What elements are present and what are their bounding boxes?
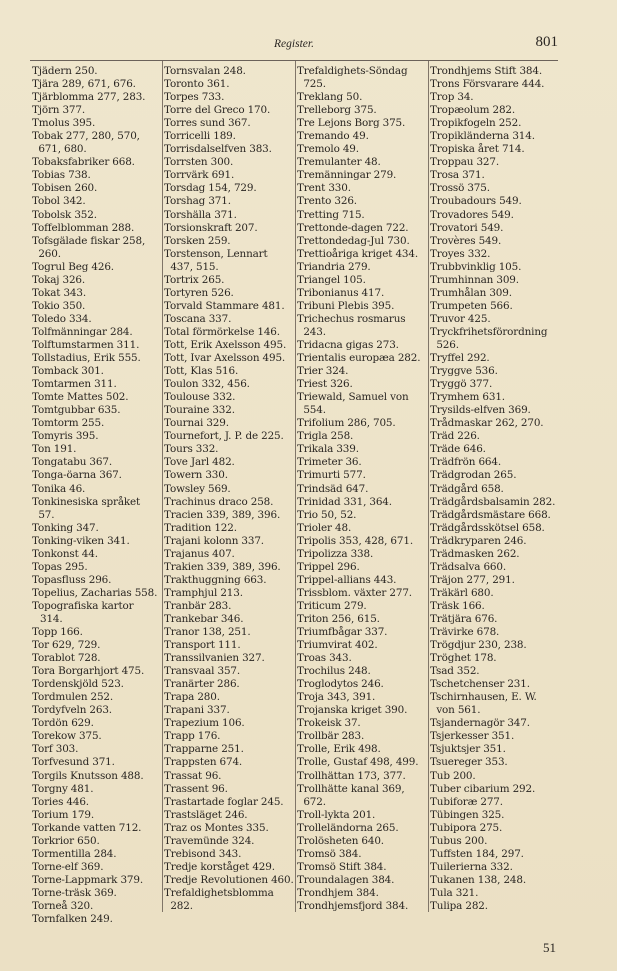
index-entry: Topasfluss 296. (32, 573, 112, 586)
index-entry: Tremando 49. (297, 130, 369, 143)
index-entry: Trettioåriga kriget 434. (297, 247, 419, 260)
index-entry: Trollbär 283. (297, 730, 365, 743)
index-entry: Trädgrodan 265. (430, 469, 517, 482)
index-entry: Trådmaskar 262, 270. (430, 417, 544, 430)
index-entry: Torne-träsk 369. (32, 886, 117, 899)
index-entry: 725. (297, 78, 326, 91)
index-entry: Tott, Ivar Axelsson 495. (164, 352, 286, 365)
index-entry: Tjära 289, 671, 676. (32, 78, 136, 91)
index-entry: Tomback 301. (32, 365, 104, 378)
index-entry: Trädkryparen 246. (430, 534, 527, 547)
index-entry: Toronto 361. (164, 78, 230, 91)
index-entry: Tordyfveln 263. (32, 704, 112, 717)
index-column-4 (428, 61, 558, 912)
index-entry: Trastartade foglar 245. (164, 795, 284, 808)
index-entry: Tryggve 536. (430, 365, 498, 378)
index-entry: Trefaldighets-Söndag (297, 65, 408, 77)
index-entry: Tuber cibarium 292. (430, 782, 536, 795)
index-entry: Tora Borgarhjort 475. (32, 665, 145, 678)
index-entry: Trollhätte kanal 369, (297, 782, 405, 795)
index-entry: Tove Jarl 482. (164, 456, 235, 469)
index-entry: Trons Försvarare 444. (430, 78, 545, 91)
index-entry: Tongatabu 367. (32, 456, 112, 469)
index-entry: 260. (32, 247, 61, 260)
index-entry: Trädgårdsbalsamin 282. (430, 495, 556, 508)
index-entry: Transvaal 357. (164, 665, 241, 678)
index-entry: Tonkonst 44. (32, 547, 98, 560)
index-entry: Torstenson, Lennart (164, 247, 268, 260)
index-entry: Torkande vatten 712. (32, 821, 142, 834)
index-entry: Transsilvanien 327. (164, 652, 265, 665)
index-entry: Trapparne 251. (164, 743, 244, 756)
index-entry: Torne-elf 369. (32, 860, 104, 873)
index-entry: Trassat 96. (164, 769, 222, 782)
index-entry: Tranor 138, 251. (164, 626, 251, 639)
index-entry: Torshag 371. (164, 195, 231, 208)
index-entry: Tonking-viken 341. (32, 534, 130, 547)
index-entry: Tripolizza 338. (297, 547, 374, 560)
index-entry: Trissblom. växter 277. (297, 586, 412, 599)
index-entry: Trädgårdsmästare 668. (430, 508, 551, 521)
index-entry: Tjädern 250. (32, 65, 98, 77)
index-entry: Torkrior 650. (32, 834, 100, 847)
index-entry: Trapani 337. (164, 704, 230, 717)
index-entry: Tretting 715. (297, 208, 365, 221)
index-entry: Troyes 332. (430, 247, 491, 260)
index-entry: Trinidad 331, 364. (297, 495, 392, 508)
index-entry: Torne-Lappmark 379. (32, 873, 143, 886)
index-entry: Tuilerierna 332. (430, 860, 513, 873)
index-entry: Truvor 425. (430, 312, 491, 325)
index-entry: Tranärter 286. (164, 678, 240, 691)
index-entry: Trastsläget 246. (164, 808, 248, 821)
index-entry: Träjon 277, 291. (430, 573, 515, 586)
index-entry: Trassent 96. (164, 782, 228, 795)
index-entry: Trädsalva 660. (430, 560, 506, 573)
index-entry: Togrul Beg 426. (32, 260, 114, 273)
index-entry: Torsdag 154, 729. (164, 182, 257, 195)
index-column-3 (295, 61, 428, 912)
index-entry: Tornsvalan 248. (164, 65, 246, 77)
page-number: 801 (535, 34, 558, 50)
index-entry: Tor 629, 729. (32, 639, 101, 652)
index-entry: Toffelblomman 288. (32, 221, 135, 234)
index-entry: Troja 343, 391. (297, 691, 376, 704)
index-entry: Torneå 320. (32, 900, 94, 912)
index-entry: Trioler 48. (297, 521, 352, 534)
index-entry: Trysilds-elfven 369. (430, 404, 531, 417)
index-entry: Travemünde 324. (164, 834, 255, 847)
index-entry: Trävirke 678. (430, 626, 500, 639)
index-entry: Tokat 343. (32, 286, 86, 299)
index-entry: Towern 330. (164, 469, 228, 482)
index-entry: Troundalagen 384. (297, 873, 395, 886)
index-entry: Trolösheten 640. (297, 834, 384, 847)
index-entry: Tryffel 292. (430, 352, 490, 365)
index-entry: Ton 191. (32, 443, 77, 456)
index-entry: Troubadours 549. (430, 195, 522, 208)
index-entry: Tobaksfabriker 668. (32, 156, 135, 169)
index-entry: Trapp 176. (164, 730, 221, 743)
index-entry: Triest 326. (297, 378, 353, 391)
index-entry: Träd 226. (430, 430, 480, 443)
index-entry: Tours 332. (164, 443, 219, 456)
index-entry: Trapa 280. (164, 691, 220, 704)
index-entry: Trier 324. (297, 365, 349, 378)
index-entry: Triticum 279. (297, 599, 367, 612)
index-entry: Trollhättan 173, 377. (297, 769, 406, 782)
index-entry: Tridacna gigas 273. (297, 338, 399, 351)
index-entry: Tobak 277, 280, 570, (32, 130, 140, 143)
index-entry: Tormentilla 284. (32, 847, 117, 860)
index-entry: Trio 50, 52. (297, 508, 357, 521)
index-entry: Tremolo 49. (297, 143, 359, 156)
index-entry: Triton 256, 615. (297, 612, 380, 625)
index-entry: Trefaldighetsblomma (164, 886, 274, 899)
index-entry: Trädfrön 664. (430, 456, 501, 469)
index-entry: Trolleländorna 265. (297, 821, 399, 834)
index-entry: Trumhålan 309. (430, 286, 512, 299)
index-entry: Tomtorm 255. (32, 417, 105, 430)
index-entry: Trovères 549. (430, 234, 502, 247)
index-entry: 282. (164, 900, 193, 912)
index-entry: Tordenskjöld 523. (32, 678, 124, 691)
index-entry: Trojanska kriget 390. (297, 704, 408, 717)
index-entry: Tordön 629. (32, 717, 94, 730)
index-entry: Trossö 375. (430, 182, 490, 195)
index-entry: Troas 343. (297, 652, 352, 665)
index-entry: Triewald, Samuel von (297, 391, 409, 404)
index-entry: Tropiska året 714. (430, 143, 525, 156)
index-entry: Tordmulen 252. (32, 691, 114, 704)
index-entry: Tukanen 138, 248. (430, 873, 526, 886)
index-entry: Torrvärk 691. (164, 169, 235, 182)
index-entry: Toscana 337. (164, 312, 232, 325)
index-entry: Tropikländerna 314. (430, 130, 535, 143)
index-entry: Tmolus 395. (32, 117, 96, 130)
index-entry: Trögdjur 230, 238. (430, 639, 527, 652)
index-entry: 672. (297, 795, 326, 808)
index-entry: Trento 326. (297, 195, 357, 208)
index-entry: Tournefort, J. P. de 225. (164, 430, 284, 443)
index-entry: Tranbär 283. (164, 599, 232, 612)
index-entry: Tomyris 395. (32, 430, 99, 443)
index-entry: Trumpeten 566. (430, 299, 513, 312)
index-entry: Tschirnhausen, E. W. (430, 691, 537, 704)
index-entry: 243. (297, 325, 326, 338)
index-entry: Trädmasken 262. (430, 547, 520, 560)
index-entry: Tubiforæ 277. (430, 795, 503, 808)
index-entry: Trochilus 248. (297, 665, 371, 678)
index-entry: Tsad 352. (430, 665, 480, 678)
index-entry: Tramphjul 213. (164, 586, 243, 599)
index-entry: Tories 446. (32, 795, 89, 808)
index-entry: Tübingen 325. (430, 808, 505, 821)
index-entry: Trokeisk 37. (297, 717, 361, 730)
index-entry: Trimurti 577. (297, 469, 366, 482)
index-entry: Torricelli 189. (164, 130, 236, 143)
index-entry: Triangel 105. (297, 273, 366, 286)
index-entry: Tjörn 377. (32, 104, 86, 117)
index-entry: von 561. (430, 704, 481, 717)
index-entry: Trettondedag-Jul 730. (297, 234, 410, 247)
index-entry: Trankebar 346. (164, 612, 244, 625)
running-title: Register. (274, 38, 314, 50)
index-entry: Tokio 350. (32, 299, 86, 312)
index-column-2 (162, 61, 295, 912)
index-entry: Tsjerkesser 351. (430, 730, 515, 743)
index-entry: Tortrix 265. (164, 273, 225, 286)
index-entry: Trippel-allians 443. (297, 573, 397, 586)
index-entry: Trumhinnan 309. (430, 273, 519, 286)
index-entry: 671, 680. (32, 143, 87, 156)
index-entry: Tropæolum 282. (430, 104, 516, 117)
index-entry: Trichechus rosmarus (297, 312, 406, 325)
index-entry: Trapezium 106. (164, 717, 245, 730)
index-entry: Tribonianus 417. (297, 286, 385, 299)
index-entry: Tonkinesiska språket (32, 495, 141, 508)
index-entry: Torgny 481. (32, 782, 94, 795)
index-entry: Tjärblomma 277, 283. (32, 91, 146, 104)
index-entry: Tollstadius, Erik 555. (32, 352, 141, 365)
index-entry: Topografiska kartor 314. (32, 599, 137, 625)
index-entry: Trettonde-dagen 722. (297, 221, 409, 234)
index-entry: Toulon 332, 456. (164, 378, 250, 391)
index-entry: Trakthuggning 663. (164, 573, 267, 586)
index-entry: Trindsäd 647. (297, 482, 369, 495)
index-entry: Trigla 258. (297, 430, 354, 443)
index-entry: Traz os Montes 335. (164, 821, 269, 834)
index-entry: Triandria 279. (297, 260, 371, 273)
index-entry: Topelius, Zacharias 558. (32, 586, 158, 599)
index-entry: Torfvesund 371. (32, 756, 115, 769)
index-entry: Trachinus draco 258. (164, 495, 274, 508)
index-entry: Trondhjems Stift 384. (430, 65, 542, 77)
index-entry: Trop 34. (430, 91, 474, 104)
index-entry: Trätjära 676. (430, 612, 498, 625)
page-header (30, 34, 558, 58)
index-entry: Tournai 329. (164, 417, 229, 430)
index-entry: Trelleborg 375. (297, 104, 377, 117)
index-entry: Tomtgubbar 635. (32, 404, 121, 417)
index-entry: Tre Lejons Borg 375. (297, 117, 406, 130)
index-entry: Triumfbågar 337. (297, 626, 388, 639)
index-entry: Trolle, Gustaf 498, 499. (297, 756, 419, 769)
index-entry: Tonga-öarna 367. (32, 469, 122, 482)
index-entry: Trikala 339. (297, 443, 359, 456)
index-entry: Tomte Mattes 502. (32, 391, 129, 404)
index-entry: 554. (297, 404, 326, 417)
index-entry: Tremänningar 279. (297, 169, 397, 182)
index-entry: Torablot 728. (32, 652, 101, 665)
index-entry: Torshälla 371. (164, 208, 237, 221)
index-entry: Trolle, Erik 498. (297, 743, 381, 756)
index-entry: Torres sund 367. (164, 117, 251, 130)
index-entry: Trädgård 658. (430, 482, 504, 495)
index-entry: Tsjandernagör 347. (430, 717, 530, 730)
index-entry: Tobol 342. (32, 195, 86, 208)
index-entry: Torsken 259. (164, 234, 231, 247)
index-entry: Trappsten 674. (164, 756, 243, 769)
index-entry: Torsionskraft 207. (164, 221, 258, 234)
index-entry: Trosa 371. (430, 169, 485, 182)
index-entry: Tobias 738. (32, 169, 91, 182)
index-entry: Torvald Stammare 481. (164, 299, 285, 312)
index-entry: Trakien 339, 389, 396. (164, 560, 281, 573)
index-entry: Torekow 375. (32, 730, 102, 743)
index-entry: Träde 646. (430, 443, 486, 456)
index-entry: Topas 295. (32, 560, 88, 573)
index-entry: Tolftumstarmen 311. (32, 338, 140, 351)
index-entry: Tubus 200. (430, 834, 488, 847)
index-entry: Total förmörkelse 146. (164, 325, 280, 338)
index-entry: Torgils Knutsson 488. (32, 769, 144, 782)
index-entry: Trimeter 36. (297, 456, 362, 469)
index-entry: 437, 515. (164, 260, 219, 273)
index-column-1 (30, 61, 158, 926)
index-entry: Trondhjemsfjord 384. (297, 900, 409, 912)
index-entry: Torf 303. (32, 743, 79, 756)
index-entry: Tromsö Stift 384. (297, 860, 387, 873)
index-entry: Tonking 347. (32, 521, 99, 534)
index-entry: Tofsgälade fiskar 258, (32, 234, 146, 247)
index-entry: Troglodytos 246. (297, 678, 384, 691)
index-entry: Träkärl 680. (430, 586, 494, 599)
index-columns (30, 61, 558, 926)
index-entry: Tolfmänningar 284. (32, 325, 133, 338)
index-entry: Trajanus 407. (164, 547, 235, 560)
index-entry: Torrisdalselfven 383. (164, 143, 272, 156)
index-entry: Trädgårdsskötsel 658. (430, 521, 545, 534)
index-entry: Tortyren 526. (164, 286, 234, 299)
index-entry: Torre del Greco 170. (164, 104, 271, 117)
index-entry: Tromsö 384. (297, 847, 362, 860)
index-entry: Trondhjem 384. (297, 886, 379, 899)
index-entry: Träsk 166. (430, 599, 485, 612)
index-entry: Treklang 50. (297, 91, 363, 104)
signature-mark: 51 (543, 940, 556, 955)
index-entry: Tropikfogeln 252. (430, 117, 522, 130)
index-entry: Tubipora 275. (430, 821, 503, 834)
index-entry: Trent 330. (297, 182, 351, 195)
index-entry: Topp 166. (32, 626, 83, 639)
index-entry: Tracien 339, 389, 396. (164, 508, 281, 521)
index-entry: Tschetchenser 231. (430, 678, 530, 691)
index-entry: Trientalis europæa 282. (297, 352, 421, 365)
index-entry: Tredje korståget 429. (164, 860, 275, 873)
index-entry: Tribuni Plebis 395. (297, 299, 395, 312)
index-entry: Tradition 122. (164, 521, 237, 534)
index-entry: Torrsten 300. (164, 156, 234, 169)
index-entry: Tomtarmen 311. (32, 378, 117, 391)
index-entry: Trebisond 343. (164, 847, 242, 860)
index-entry: Tredje Revolutionen 460. (164, 873, 294, 886)
index-entry: Tripolis 353, 428, 671. (297, 534, 413, 547)
index-entry: Tott, Klas 516. (164, 365, 239, 378)
index-entry: Trubbvinklig 105. (430, 260, 522, 273)
index-entry: Trippel 296. (297, 560, 360, 573)
index-entry: Trifolium 286, 705. (297, 417, 396, 430)
index-entry: Tremulanter 48. (297, 156, 381, 169)
index-entry: Troppau 327. (430, 156, 499, 169)
index-entry: Tott, Erik Axelsson 495. (164, 338, 287, 351)
index-entry: Tobisen 260. (32, 182, 98, 195)
index-entry: Towsley 569. (164, 482, 231, 495)
index-entry: Trovatori 549. (430, 221, 504, 234)
index-entry: Torpes 733. (164, 91, 225, 104)
index-entry: Torium 179. (32, 808, 95, 821)
index-entry: Tulipa 282. (430, 900, 488, 912)
index-entry: Tsuereger 353. (430, 756, 508, 769)
index-entry: Tröghet 178. (430, 652, 497, 665)
index-entry: 526. (430, 338, 459, 351)
index-entry: Tornfalken 249. (32, 913, 113, 926)
index-entry: Triumvirat 402. (297, 639, 378, 652)
index-entry: Toledo 334. (32, 312, 92, 325)
index-entry: Trajani kolonn 337. (164, 534, 264, 547)
index-entry: Toulouse 332. (164, 391, 236, 404)
index-entry: Tula 321. (430, 886, 479, 899)
index-entry: Tub 200. (430, 769, 476, 782)
index-entry: Trovadores 549. (430, 208, 514, 221)
index-entry: Trymhem 631. (430, 391, 505, 404)
index-entry: Touraine 332. (164, 404, 235, 417)
index-entry: Tobolsk 352. (32, 208, 97, 221)
index-entry: Tokaj 326. (32, 273, 86, 286)
index-entry: Tuffsten 184, 297. (430, 847, 524, 860)
index-entry: 57. (32, 508, 55, 521)
index-entry: Tryggö 377. (430, 378, 493, 391)
index-entry: Transport 111. (164, 639, 241, 652)
index-entry: Tryckfrihetsförordning (430, 325, 548, 338)
index-entry: Tonika 46. (32, 482, 86, 495)
index-entry: Troll-lykta 201. (297, 808, 376, 821)
index-entry: Tsjuktsjer 351. (430, 743, 506, 756)
